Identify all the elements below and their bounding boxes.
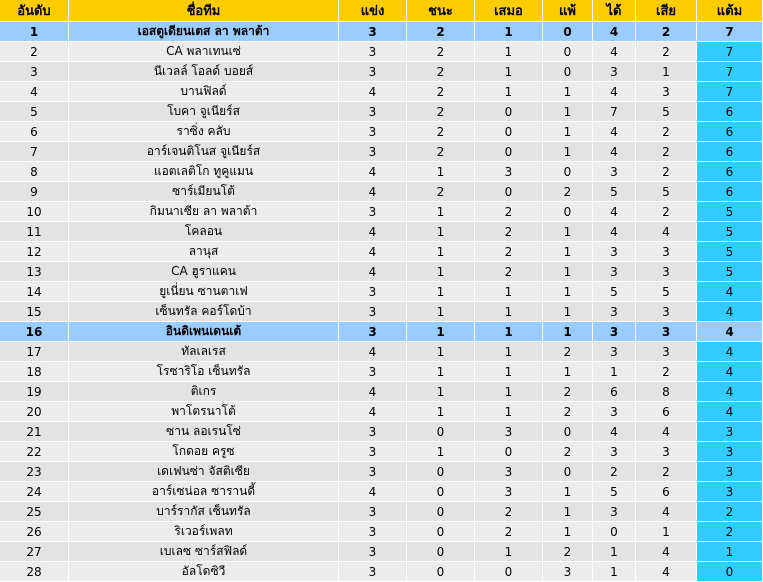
rank-cell: 3 (0, 62, 69, 82)
goals-for-cell: 7 (593, 102, 636, 122)
points-cell: 0 (697, 562, 763, 582)
drawn-cell: 3 (475, 462, 543, 482)
played-cell: 4 (339, 182, 407, 202)
rank-cell: 11 (0, 222, 69, 242)
drawn-cell: 0 (475, 122, 543, 142)
played-cell: 3 (339, 282, 407, 302)
team-name-cell[interactable]: เบเลซ ซาร์สฟิลด์ (69, 542, 339, 562)
played-cell: 3 (339, 142, 407, 162)
played-cell: 4 (339, 482, 407, 502)
lost-cell: 0 (543, 202, 593, 222)
points-cell: 6 (697, 162, 763, 182)
won-cell: 1 (407, 382, 475, 402)
team-name-cell[interactable]: ราซิ่ง คลับ (69, 122, 339, 142)
goals-for-cell: 1 (593, 362, 636, 382)
drawn-cell: 1 (475, 42, 543, 62)
goals-against-cell: 3 (636, 242, 697, 262)
rank-cell: 23 (0, 462, 69, 482)
team-name-cell[interactable]: โกดอย ครูซ (69, 442, 339, 462)
table-row[interactable] (0, 522, 763, 542)
goals-against-cell: 8 (636, 382, 697, 402)
team-name-cell[interactable]: โบคา จูเนียร์ส (69, 102, 339, 122)
goals-against-cell: 1 (636, 62, 697, 82)
points-cell: 1 (697, 542, 763, 562)
played-cell: 4 (339, 82, 407, 102)
won-cell: 2 (407, 142, 475, 162)
lost-cell: 0 (543, 462, 593, 482)
played-cell: 3 (339, 442, 407, 462)
points-cell: 4 (697, 342, 763, 362)
points-cell: 6 (697, 182, 763, 202)
played-cell: 4 (339, 262, 407, 282)
points-cell: 2 (697, 502, 763, 522)
won-cell: 2 (407, 82, 475, 102)
played-cell: 4 (339, 382, 407, 402)
goals-for-cell: 3 (593, 62, 636, 82)
goals-against-cell: 5 (636, 182, 697, 202)
lost-cell: 2 (543, 342, 593, 362)
drawn-cell: 0 (475, 142, 543, 162)
drawn-cell: 0 (475, 562, 543, 582)
table-row[interactable] (0, 362, 763, 382)
team-name-cell[interactable]: โคลอน (69, 222, 339, 242)
lost-cell: 1 (543, 282, 593, 302)
lost-cell: 1 (543, 482, 593, 502)
lost-cell: 0 (543, 162, 593, 182)
rank-cell: 28 (0, 562, 69, 582)
goals-against-cell: 2 (636, 162, 697, 182)
points-cell: 5 (697, 262, 763, 282)
goals-against-cell: 3 (636, 322, 697, 342)
drawn-cell: 1 (475, 382, 543, 402)
table-row[interactable] (0, 202, 763, 222)
rank-cell: 19 (0, 382, 69, 402)
won-cell: 1 (407, 222, 475, 242)
team-name-cell[interactable]: CA ฮูราแคน (69, 262, 339, 282)
played-cell: 3 (339, 22, 407, 42)
drawn-cell: 1 (475, 62, 543, 82)
drawn-cell: 2 (475, 242, 543, 262)
rank-cell: 24 (0, 482, 69, 502)
team-name-cell[interactable]: ริเวอร์เพลท (69, 522, 339, 542)
rank-cell: 18 (0, 362, 69, 382)
drawn-cell: 0 (475, 182, 543, 202)
lost-cell: 0 (543, 22, 593, 42)
rank-cell: 14 (0, 282, 69, 302)
team-name-cell[interactable]: อัลโดซิวี (69, 562, 339, 582)
played-cell: 4 (339, 342, 407, 362)
points-cell: 3 (697, 422, 763, 442)
drawn-cell: 1 (475, 362, 543, 382)
points-cell: 7 (697, 62, 763, 82)
lost-cell: 1 (543, 362, 593, 382)
header-points[interactable]: แต้ม (697, 0, 763, 22)
table-row[interactable] (0, 322, 763, 342)
points-cell: 3 (697, 482, 763, 502)
points-cell: 7 (697, 82, 763, 102)
won-cell: 1 (407, 242, 475, 262)
won-cell: 1 (407, 442, 475, 462)
team-name-cell[interactable]: ทัลเลเรส (69, 342, 339, 362)
table-row[interactable] (0, 342, 763, 362)
won-cell: 1 (407, 322, 475, 342)
header-played[interactable]: แข่ง (339, 0, 407, 22)
drawn-cell: 2 (475, 262, 543, 282)
goals-against-cell: 4 (636, 222, 697, 242)
goals-against-cell: 6 (636, 402, 697, 422)
team-name-cell[interactable]: แอตเลติโก ทูคูแมน (69, 162, 339, 182)
drawn-cell: 2 (475, 202, 543, 222)
lost-cell: 0 (543, 42, 593, 62)
table-row[interactable] (0, 182, 763, 202)
rank-cell: 15 (0, 302, 69, 322)
won-cell: 0 (407, 462, 475, 482)
goals-against-cell: 4 (636, 562, 697, 582)
lost-cell: 1 (543, 142, 593, 162)
played-cell: 4 (339, 242, 407, 262)
goals-for-cell: 1 (593, 542, 636, 562)
goals-for-cell: 1 (593, 562, 636, 582)
won-cell: 1 (407, 202, 475, 222)
drawn-cell: 2 (475, 222, 543, 242)
won-cell: 1 (407, 282, 475, 302)
goals-for-cell: 0 (593, 522, 636, 542)
played-cell: 4 (339, 162, 407, 182)
points-cell: 7 (697, 22, 763, 42)
lost-cell: 2 (543, 382, 593, 402)
goals-for-cell: 4 (593, 122, 636, 142)
table-row[interactable] (0, 82, 763, 102)
won-cell: 1 (407, 402, 475, 422)
goals-for-cell: 5 (593, 482, 636, 502)
lost-cell: 1 (543, 242, 593, 262)
goals-for-cell: 4 (593, 82, 636, 102)
team-name-cell[interactable]: อาร์เจนติโนส จูเนียร์ส (69, 142, 339, 162)
lost-cell: 0 (543, 422, 593, 442)
goals-against-cell: 2 (636, 202, 697, 222)
won-cell: 0 (407, 482, 475, 502)
table-row[interactable] (0, 302, 763, 322)
drawn-cell: 2 (475, 502, 543, 522)
goals-against-cell: 6 (636, 482, 697, 502)
table-row[interactable] (0, 502, 763, 522)
team-name-cell[interactable]: อาร์เซน่อล ซารานดี้ (69, 482, 339, 502)
rank-cell: 25 (0, 502, 69, 522)
played-cell: 3 (339, 422, 407, 442)
table-row[interactable] (0, 42, 763, 62)
rank-cell: 22 (0, 442, 69, 462)
goals-for-cell: 3 (593, 402, 636, 422)
lost-cell: 2 (543, 182, 593, 202)
points-cell: 7 (697, 42, 763, 62)
goals-for-cell: 4 (593, 22, 636, 42)
team-name-cell[interactable]: นีเวลล์ โอลด์ บอยส์ (69, 62, 339, 82)
header-rank[interactable]: อันดับ (0, 0, 69, 22)
goals-for-cell: 6 (593, 382, 636, 402)
drawn-cell: 1 (475, 282, 543, 302)
drawn-cell: 1 (475, 342, 543, 362)
table-row[interactable] (0, 462, 763, 482)
table-row[interactable] (0, 282, 763, 302)
goals-for-cell: 4 (593, 422, 636, 442)
rank-cell: 21 (0, 422, 69, 442)
goals-against-cell: 2 (636, 122, 697, 142)
won-cell: 1 (407, 162, 475, 182)
goals-against-cell: 2 (636, 142, 697, 162)
table-row[interactable] (0, 562, 763, 582)
table-row[interactable] (0, 382, 763, 402)
goals-for-cell: 5 (593, 282, 636, 302)
played-cell: 3 (339, 102, 407, 122)
goals-for-cell: 3 (593, 262, 636, 282)
drawn-cell: 1 (475, 542, 543, 562)
rank-cell: 27 (0, 542, 69, 562)
rank-cell: 7 (0, 142, 69, 162)
table-row[interactable] (0, 262, 763, 282)
table-row[interactable] (0, 162, 763, 182)
lost-cell: 2 (543, 442, 593, 462)
team-name-cell[interactable]: กิมนาเซีย ลา พลาต้า (69, 202, 339, 222)
goals-against-cell: 5 (636, 102, 697, 122)
goals-against-cell: 2 (636, 362, 697, 382)
won-cell: 0 (407, 502, 475, 522)
points-cell: 5 (697, 242, 763, 262)
team-name-cell[interactable]: เซ็นทรัล คอร์โดบ้า (69, 302, 339, 322)
points-cell: 6 (697, 142, 763, 162)
points-cell: 4 (697, 382, 763, 402)
played-cell: 4 (339, 222, 407, 242)
goals-against-cell: 3 (636, 82, 697, 102)
goals-against-cell: 3 (636, 262, 697, 282)
drawn-cell: 0 (475, 102, 543, 122)
goals-against-cell: 3 (636, 302, 697, 322)
drawn-cell: 3 (475, 162, 543, 182)
goals-for-cell: 3 (593, 322, 636, 342)
drawn-cell: 3 (475, 482, 543, 502)
played-cell: 3 (339, 122, 407, 142)
table-row[interactable] (0, 442, 763, 462)
lost-cell: 1 (543, 222, 593, 242)
table-row[interactable] (0, 142, 763, 162)
table-row[interactable] (0, 22, 763, 42)
team-name-cell[interactable]: อินดิเพนเดนเต้ (69, 322, 339, 342)
rank-cell: 5 (0, 102, 69, 122)
won-cell: 1 (407, 362, 475, 382)
rank-cell: 17 (0, 342, 69, 362)
goals-for-cell: 3 (593, 502, 636, 522)
lost-cell: 1 (543, 522, 593, 542)
lost-cell: 1 (543, 122, 593, 142)
team-name-cell[interactable]: พาโตรนาโต้ (69, 402, 339, 422)
played-cell: 3 (339, 202, 407, 222)
goals-for-cell: 4 (593, 202, 636, 222)
goals-against-cell: 4 (636, 422, 697, 442)
drawn-cell: 1 (475, 22, 543, 42)
rank-cell: 12 (0, 242, 69, 262)
header-goals-against[interactable]: เสีย (636, 0, 697, 22)
goals-for-cell: 5 (593, 182, 636, 202)
lost-cell: 2 (543, 542, 593, 562)
played-cell: 3 (339, 62, 407, 82)
rank-cell: 2 (0, 42, 69, 62)
played-cell: 3 (339, 322, 407, 342)
lost-cell: 1 (543, 102, 593, 122)
team-name-cell[interactable]: ซาร์เมียนโต้ (69, 182, 339, 202)
goals-for-cell: 2 (593, 462, 636, 482)
table-row[interactable] (0, 102, 763, 122)
lost-cell: 2 (543, 402, 593, 422)
rank-cell: 8 (0, 162, 69, 182)
lost-cell: 3 (543, 562, 593, 582)
table-row[interactable] (0, 122, 763, 142)
played-cell: 3 (339, 542, 407, 562)
header-goals-for[interactable]: ได้ (593, 0, 636, 22)
drawn-cell: 0 (475, 442, 543, 462)
won-cell: 0 (407, 562, 475, 582)
table-row[interactable] (0, 482, 763, 502)
team-name-cell[interactable]: เดเฟนซ่า จัสติเซีย (69, 462, 339, 482)
lost-cell: 1 (543, 82, 593, 102)
goals-against-cell: 4 (636, 542, 697, 562)
points-cell: 3 (697, 462, 763, 482)
header-lost[interactable]: แพ้ (543, 0, 593, 22)
header-won[interactable]: ชนะ (407, 0, 475, 22)
team-name-cell[interactable]: ซาน ลอเรนโซ่ (69, 422, 339, 442)
rank-cell: 26 (0, 522, 69, 542)
goals-for-cell: 3 (593, 162, 636, 182)
goals-against-cell: 3 (636, 342, 697, 362)
points-cell: 4 (697, 322, 763, 342)
goals-against-cell: 3 (636, 442, 697, 462)
goals-against-cell: 4 (636, 502, 697, 522)
table-body (0, 22, 763, 582)
goals-against-cell: 2 (636, 462, 697, 482)
goals-for-cell: 3 (593, 342, 636, 362)
team-name-cell[interactable]: โรซาริโอ เซ็นทรัล (69, 362, 339, 382)
team-name-cell[interactable]: ยูเนี่ยน ซานตาเฟ (69, 282, 339, 302)
played-cell: 3 (339, 42, 407, 62)
lost-cell: 1 (543, 262, 593, 282)
team-name-cell[interactable]: CA พลาเทนเซ่ (69, 42, 339, 62)
rank-cell: 10 (0, 202, 69, 222)
goals-for-cell: 3 (593, 302, 636, 322)
won-cell: 2 (407, 182, 475, 202)
header-row (0, 0, 763, 22)
lost-cell: 1 (543, 322, 593, 342)
goals-for-cell: 4 (593, 222, 636, 242)
goals-for-cell: 3 (593, 442, 636, 462)
won-cell: 0 (407, 522, 475, 542)
won-cell: 2 (407, 62, 475, 82)
drawn-cell: 2 (475, 522, 543, 542)
goals-against-cell: 1 (636, 522, 697, 542)
table-row[interactable] (0, 62, 763, 82)
won-cell: 2 (407, 42, 475, 62)
rank-cell: 4 (0, 82, 69, 102)
team-name-cell[interactable]: บาร์รากัส เซ็นทรัล (69, 502, 339, 522)
lost-cell: 1 (543, 502, 593, 522)
won-cell: 1 (407, 342, 475, 362)
team-name-cell[interactable]: ลานุส (69, 242, 339, 262)
header-drawn[interactable]: เสมอ (475, 0, 543, 22)
played-cell: 3 (339, 462, 407, 482)
team-name-cell[interactable]: ติเกร (69, 382, 339, 402)
won-cell: 2 (407, 102, 475, 122)
goals-for-cell: 4 (593, 142, 636, 162)
points-cell: 4 (697, 282, 763, 302)
played-cell: 3 (339, 502, 407, 522)
drawn-cell: 1 (475, 402, 543, 422)
points-cell: 6 (697, 102, 763, 122)
played-cell: 4 (339, 402, 407, 422)
rank-cell: 16 (0, 322, 69, 342)
table-row[interactable] (0, 222, 763, 242)
team-name-cell[interactable]: เอสตูเดียนเตส ลา พลาต้า (69, 22, 339, 42)
played-cell: 3 (339, 362, 407, 382)
rank-cell: 20 (0, 402, 69, 422)
points-cell: 4 (697, 302, 763, 322)
rank-cell: 1 (0, 22, 69, 42)
played-cell: 3 (339, 562, 407, 582)
points-cell: 5 (697, 202, 763, 222)
table-row[interactable] (0, 422, 763, 442)
won-cell: 1 (407, 262, 475, 282)
lost-cell: 0 (543, 62, 593, 82)
lost-cell: 1 (543, 302, 593, 322)
won-cell: 0 (407, 542, 475, 562)
points-cell: 2 (697, 522, 763, 542)
points-cell: 4 (697, 402, 763, 422)
won-cell: 2 (407, 122, 475, 142)
table-row[interactable] (0, 402, 763, 422)
points-cell: 6 (697, 122, 763, 142)
header-team[interactable]: ชื่อทีม (69, 0, 339, 22)
won-cell: 0 (407, 422, 475, 442)
table-row[interactable] (0, 242, 763, 262)
points-cell: 3 (697, 442, 763, 462)
goals-against-cell: 5 (636, 282, 697, 302)
goals-against-cell: 2 (636, 22, 697, 42)
rank-cell: 6 (0, 122, 69, 142)
won-cell: 2 (407, 22, 475, 42)
team-name-cell[interactable]: บานฟิลด์ (69, 82, 339, 102)
drawn-cell: 3 (475, 422, 543, 442)
goals-against-cell: 2 (636, 42, 697, 62)
won-cell: 1 (407, 302, 475, 322)
points-cell: 4 (697, 362, 763, 382)
drawn-cell: 1 (475, 322, 543, 342)
table-row[interactable] (0, 542, 763, 562)
rank-cell: 13 (0, 262, 69, 282)
played-cell: 3 (339, 302, 407, 322)
drawn-cell: 1 (475, 302, 543, 322)
goals-for-cell: 3 (593, 242, 636, 262)
drawn-cell: 1 (475, 82, 543, 102)
played-cell: 3 (339, 522, 407, 542)
points-cell: 5 (697, 222, 763, 242)
goals-for-cell: 4 (593, 42, 636, 62)
rank-cell: 9 (0, 182, 69, 202)
